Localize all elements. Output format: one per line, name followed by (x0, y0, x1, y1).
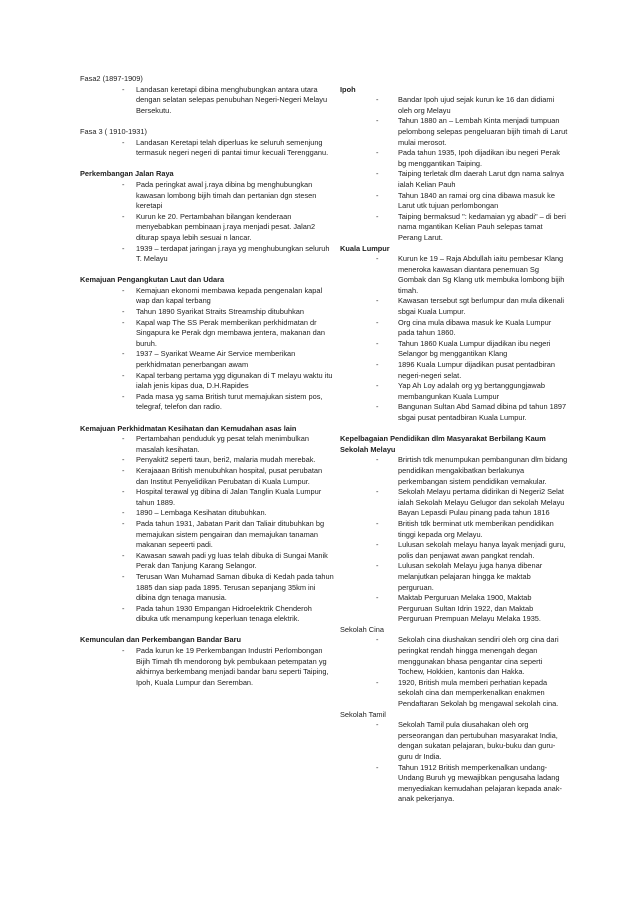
bullet-item (80, 434, 335, 455)
dash-bullet-icon: - (376, 317, 379, 327)
dash-bullet-icon: - (122, 137, 125, 147)
bullet-text: Penyakit2 seperti taun, beri2, malaria mudah merebak. (136, 455, 316, 465)
bullet-item (340, 254, 568, 296)
dash-bullet-icon: - (122, 518, 125, 528)
bullet-text: Taiping terletak dlm daerah Larut dgn nama salnya ialah Kelian Pauh (398, 169, 564, 189)
bullet-text: British tdk berminat utk memberikan pendidikan tinggi kepada org Melayu. (398, 518, 554, 539)
paragraph-spacer (340, 424, 568, 435)
bullet-item (340, 678, 568, 710)
bullet-text: Pada peringkat awal j.raya dibina bg menghubungkan kawasan lombong bijih timah dan pertanian dgn stesen keretapi (136, 179, 317, 211)
right-column (340, 74, 568, 805)
bullet-text: Bandar Ipoh ujud sejak kurun ke 16 dan didiami oleh org Melayu (398, 95, 555, 115)
bullet-item (80, 212, 335, 244)
section-heading: Kemajuan Perkhidmatan Kesihatan dan Kemudahan asas lain (80, 423, 297, 433)
bullet-item (80, 371, 335, 392)
bullet-item (340, 360, 568, 381)
dash-bullet-icon: - (122, 603, 125, 613)
bullet-item (340, 95, 568, 116)
bullet-text: Bangunan Sultan Abd Samad dibina pd tahun 1897 sbgai pusat pentadbiran Kuala Lumpur. (398, 402, 567, 422)
bullet-item (80, 466, 335, 487)
bullet-text: Pertambahan penduduk yg pesat telah menimbulkan masalah kesihatan. (136, 434, 309, 454)
bullet-item (80, 551, 335, 572)
section-label: Sekolah Cina (340, 624, 384, 634)
dash-bullet-icon: - (122, 391, 125, 401)
dash-bullet-icon: - (376, 116, 379, 126)
section-label: Fasa 3 ( 1910-1931) (80, 126, 147, 136)
bullet-text: Terusan Wan Muhamad Saman dibuka di Kedah pada tahun 1885 dan siap pada 1895. Terusan sepanjang 35km ini dibina dgn tenaga manusia. (136, 571, 334, 603)
dash-bullet-icon: - (122, 317, 125, 327)
paragraph-spacer (80, 625, 335, 636)
bullet-text: 1896 Kuala Lumpur dijadikan pusat pentadbiran negeri-negeri selat. (398, 360, 555, 380)
dash-bullet-icon: - (122, 84, 125, 94)
dash-bullet-icon: - (376, 593, 379, 603)
bullet-text: Tahun 1890 Syarikat Straits Streamship ditubuhkan (136, 307, 305, 317)
bullet-text: Kawasan tersebut sgt berlumpur dan mula dikenali sbgai Kuala Lumpur. (398, 296, 564, 317)
left-column (80, 74, 335, 688)
dash-bullet-icon: - (376, 338, 379, 348)
dash-bullet-icon: - (376, 148, 379, 158)
dash-bullet-icon: - (122, 455, 125, 465)
bullet-item (340, 212, 568, 244)
dash-bullet-icon: - (376, 720, 379, 730)
bullet-item (80, 244, 335, 265)
bullet-text: Sekolah cina diushakan sendiri oleh org cina dari peringkat rendah hingga menengah degan menggunakan bhasa pengantar cina seperti Tochew, Hokkien, kantonis dan Hakka. (398, 635, 559, 677)
bullet-text: Taiping bermaksud ": kedamaian yg abadi" – di beri nama mgantikan Kelian Pauh selepas tamat Perang Larut. (398, 211, 566, 242)
bullet-text: Tahun 1840 an ramai org cina dibawa masuk ke Larut utk tujuan perlombongan (398, 190, 555, 211)
bullet-item (80, 455, 335, 466)
dash-bullet-icon: - (122, 646, 125, 656)
dash-bullet-icon: - (376, 95, 379, 105)
dash-bullet-icon: - (376, 677, 379, 687)
bullet-text: Lulusan sekolah Melayu juga hanya dibenar melanjutkan pelajaran hingga ke maktab perguruan. (398, 561, 543, 592)
bullet-item (340, 318, 568, 339)
bullet-item (340, 720, 568, 762)
bullet-item (80, 646, 335, 688)
bullet-item (80, 604, 335, 625)
bullet-text: Pada tahun 1935, Ipoh dijadikan ibu negeri Perak bg menggantikan Taiping. (398, 148, 560, 168)
dash-bullet-icon: - (376, 455, 379, 465)
bullet-item (340, 296, 568, 317)
bullet-item (340, 635, 568, 677)
dash-bullet-icon: - (376, 635, 379, 645)
bullet-item (340, 402, 568, 423)
bullet-text: Landasan Keretapi telah diperluas ke seluruh semenjung termasuk negeri negeri di pantai timur kecuali Terengganu. (136, 137, 329, 158)
bullet-text: Maktab Perguruan Melaka 1900, Maktab Perguruan Sultan Idrin 1922, dan Maktab Perguruan Prempuan Melayu Melaka 1935. (398, 593, 541, 624)
dash-bullet-icon: - (376, 762, 379, 772)
dash-bullet-icon: - (122, 571, 125, 581)
bullet-item (80, 349, 335, 370)
dash-bullet-icon: - (376, 296, 379, 306)
bullet-text: Sekolah Melayu pertama didirikan di Negeri2 Selat ialah Sekolah Melayu Gelugor dan sekolah Melayu Bayan Lepasdi Pulau pinang pada tahun 1816 (398, 487, 565, 518)
paragraph-spacer (80, 265, 335, 276)
bullet-text: Pada tahun 1930 Empangan Hidroelektrik Chenderoh dibuka utk menampung keperluan tenaga elektrik. (136, 603, 312, 624)
bullet-item (80, 180, 335, 212)
bullet-text: Brirtish tdk menumpukan pembangunan dlm bidang pendidikan mengakibatkan berlakunya perkembangan sistem pendidikan vernakular. (398, 455, 568, 486)
bullet-item (80, 286, 335, 307)
dash-bullet-icon: - (122, 370, 125, 380)
bullet-text: Kemajuan ekonomi membawa kepada pengenalan kapal wap dan kapal terbang (136, 285, 323, 306)
section-heading: Kemunculan dan Perkembangan Bandar Baru (80, 635, 241, 645)
dash-bullet-icon: - (376, 381, 379, 391)
dash-bullet-icon: - (376, 190, 379, 200)
dash-bullet-icon: - (376, 402, 379, 412)
bullet-item (340, 593, 568, 625)
dash-bullet-icon: - (376, 254, 379, 264)
bullet-item (80, 508, 335, 519)
bullet-text: Tahun 1860 Kuala Lumpur dijadikan ibu negeri Selangor bg menggantikan Klang (398, 338, 551, 359)
dash-bullet-icon: - (376, 360, 379, 370)
bullet-item (340, 487, 568, 519)
dash-bullet-icon: - (122, 211, 125, 221)
bullet-item (340, 191, 568, 212)
bullet-text: 1939 – terdapat jaringan j.raya yg menghubungkan seluruh T. Melayu (136, 243, 330, 264)
paragraph-spacer (80, 116, 335, 127)
bullet-text: Tahun 1912 British memperkenalkan undang-Undang Buruh yg mewajibkan pengusaha ladang menyediakan kemudahan pelajaran kepada anak-anak pekerjanya. (398, 762, 562, 804)
dash-bullet-icon: - (376, 211, 379, 221)
bullet-text: Kapal terbang pertama ygg digunakan di T melayu waktu itu ialah jenis kipas dua, D.H.Rapides (136, 370, 333, 391)
bullet-text: Yap Ah Loy adalah org yg bertanggungjawab membangunkan Kuala Lumpur (398, 381, 545, 401)
dash-bullet-icon: - (122, 434, 125, 444)
bullet-item (80, 307, 335, 318)
bullet-text: Hospital terawal yg dibina di Jalan Tanglin Kuala Lumpur tahun 1889. (136, 487, 322, 507)
section-label: Sekolah Tamil (340, 709, 386, 719)
bullet-text: Lulusan sekolah melayu hanya layak menjadi guru, polis dan penjawat awan pangkat rendah. (398, 540, 566, 560)
bullet-text: Org cina mula dibawa masuk ke Kuala Lumpur pada tahun 1860. (398, 317, 552, 338)
bullet-item (340, 169, 568, 190)
section-heading: Kepelbagaian Pendidikan dlm Masyarakat Berbilang Kaum (340, 434, 546, 444)
bullet-item (80, 519, 335, 551)
section-heading: Ipoh (340, 84, 356, 94)
bullet-item (80, 487, 335, 508)
bullet-item (80, 572, 335, 604)
bullet-item (80, 392, 335, 413)
section-heading: Kemajuan Pengangkutan Laut dan Udara (80, 275, 225, 285)
paragraph-spacer (80, 159, 335, 170)
dash-bullet-icon: - (122, 179, 125, 189)
bullet-text: Pada kurun ke 19 Perkembangan Industri Perlombongan Bijih Timah tlh mendorong byk pembukaan petempatan yg akhirnya berkembang menjadi bandar baru seperti Taiping, Ipoh, Kuala Lumpur dan Seremban. (136, 646, 329, 687)
bullet-item (340, 519, 568, 540)
paragraph-spacer (340, 74, 568, 85)
bullet-item (340, 561, 568, 593)
dash-bullet-icon: - (122, 465, 125, 475)
dash-bullet-icon: - (122, 285, 125, 295)
bullet-text: Tahun 1880 an – Lembah Kinta menjadi tumpuan pelombong selepas pengeluaran bijih timah di Larut mulai merosot. (398, 116, 568, 147)
dash-bullet-icon: - (376, 540, 379, 550)
bullet-item (340, 381, 568, 402)
dash-bullet-icon: - (122, 349, 125, 359)
dash-bullet-icon: - (376, 518, 379, 528)
bullet-item (340, 339, 568, 360)
bullet-text: Kapal wap The SS Perak memberikan perkhidmatan dr Singapura ke Perak dgn membawa jentera, makanan dan buruh. (136, 317, 325, 348)
bullet-text: Kerajaaan British menubuhkan hospital, pusat perubatan dan Institut Penyelidikan Perubatan di Kuala Lumpur. (136, 465, 323, 486)
bullet-text: Pada masa yg sama British turut memajukan sistem pos, telegraf, telefon dan radio. (136, 391, 323, 412)
dash-bullet-icon: - (376, 487, 379, 497)
bullet-text: Landasan keretapi dibina menghubungkan antara utara dengan selatan selepas penubuhan Negeri-Negeri Melayu Bersekutu. (136, 84, 328, 115)
bullet-item (340, 540, 568, 561)
section-heading: Perkembangan Jalan Raya (80, 169, 174, 179)
dash-bullet-icon: - (122, 550, 125, 560)
bullet-text: 1890 – Lembaga Kesihatan ditubuhkan. (136, 508, 267, 518)
dash-bullet-icon: - (376, 561, 379, 571)
dash-bullet-icon: - (122, 508, 125, 518)
bullet-item (80, 138, 335, 159)
bullet-text: 1937 – Syarikat Wearne Air Service memberikan perkhidmatan penerbangan awam (136, 349, 296, 370)
section-label: Fasa2 (1897-1909) (80, 74, 143, 83)
bullet-item (340, 455, 568, 487)
dash-bullet-icon: - (376, 169, 379, 179)
bullet-text: Kawasan sawah padi yg luas telah dibuka di Sungai Manik Perak dan Tanjung Karang Selangor. (136, 550, 328, 571)
dash-bullet-icon: - (122, 243, 125, 253)
bullet-item (80, 85, 335, 117)
bullet-item (340, 763, 568, 805)
bullet-item (80, 318, 335, 350)
bullet-text: 1920, British mula memberi perhatian kepada sekolah cina dan memperkenalkan enakmen Pendaftaran Sekolah bg mengawal sekolah cina. (398, 677, 559, 709)
paragraph-spacer (80, 413, 335, 424)
section-heading: Kuala Lumpur (340, 243, 390, 253)
bullet-item (340, 148, 568, 169)
bullet-item (340, 116, 568, 148)
dash-bullet-icon: - (122, 487, 125, 497)
bullet-text: Sekolah Tamil pula diusahakan oleh org perseorangan dan pertubuhan masyarakat India, dengan sukatan pelajaran, buku-buku dan guru-guru dr India. (398, 720, 558, 761)
bullet-text: Kurun ke 20. Pertambahan bilangan kenderaan menyebabkan pembinaan j.raya menjadi pesat. Jalan2 diturap spaya lebih sesuai n lancar. (136, 211, 316, 242)
dash-bullet-icon: - (122, 307, 125, 317)
section-heading: Sekolah Melayu (340, 444, 396, 454)
bullet-text: Kurun ke 19 – Raja Abdullah iaitu pembesar Klang meneroka kawasan diantara penemuan Sg Gombak dan Sg Klang utk membuka lombong bijih timah. (398, 254, 565, 295)
bullet-text: Pada tahun 1931, Jabatan Parit dan Taliair ditubuhkan bg memajukan sistem pengairan dan memajukan tanaman makanan sepeerti padi. (136, 518, 325, 550)
